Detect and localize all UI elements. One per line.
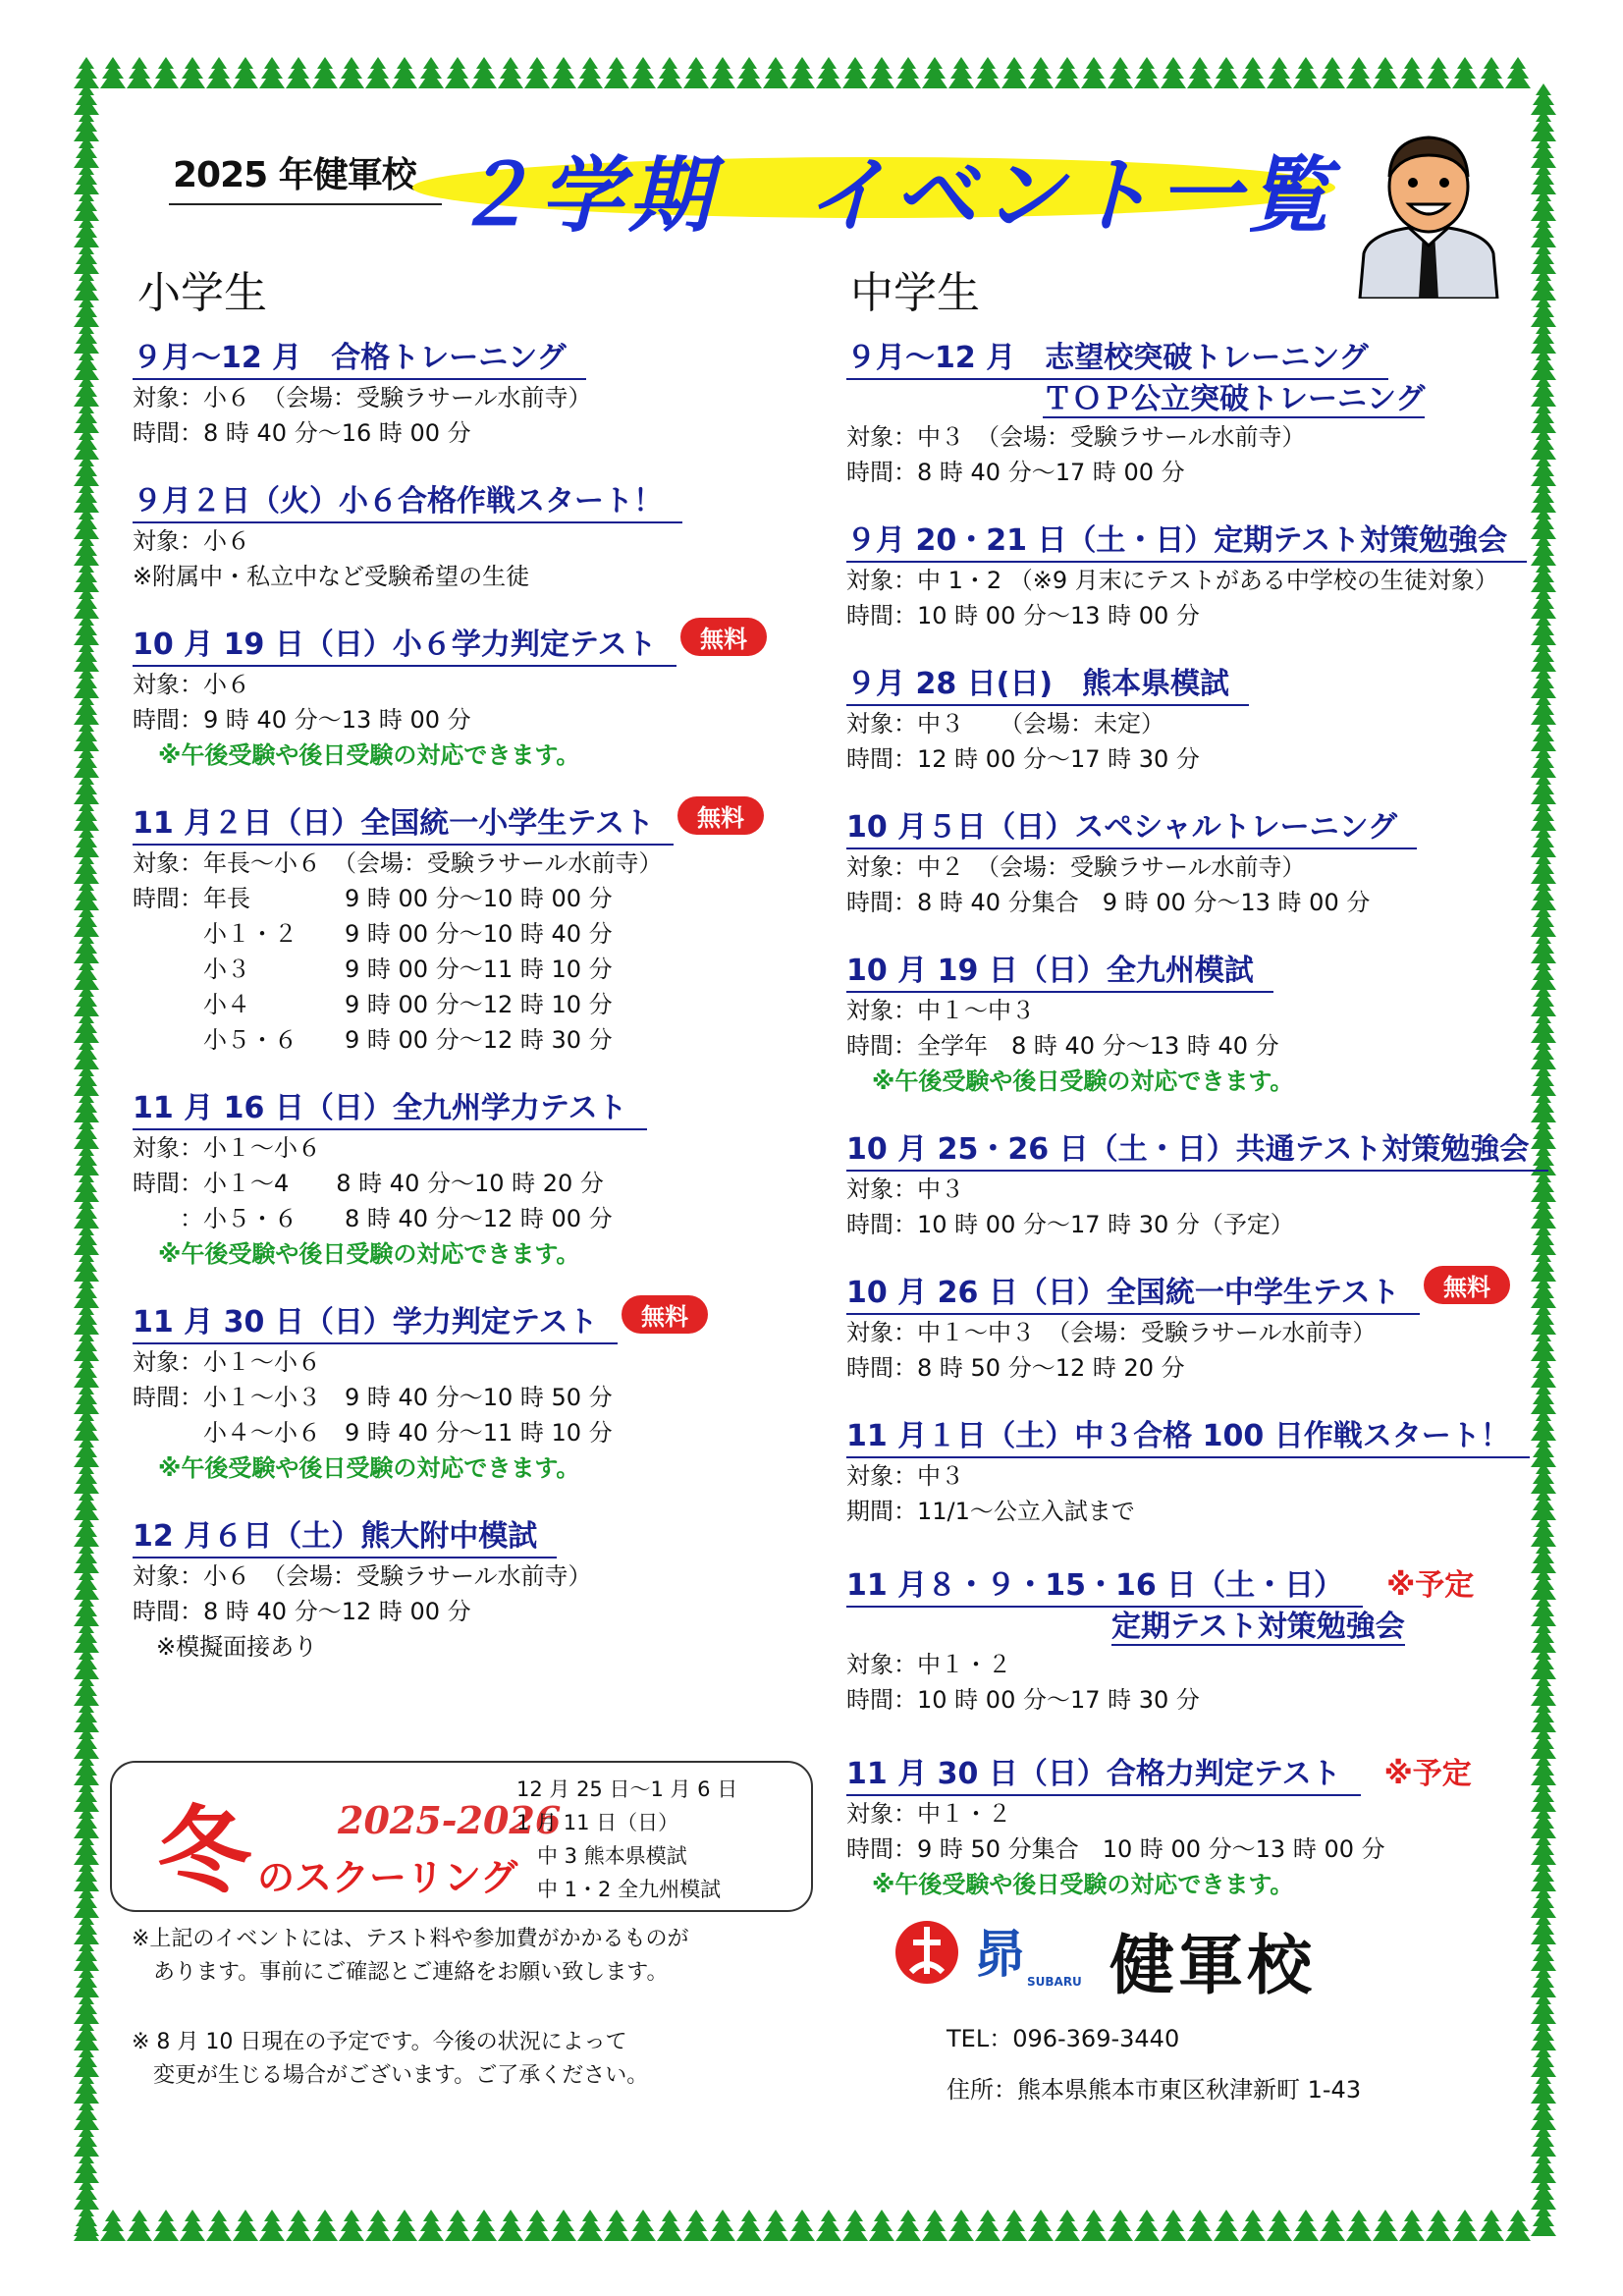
winter-subtitle: のスクーリング	[257, 1856, 518, 1899]
pine-tree-icon	[922, 2210, 947, 2241]
pine-tree-icon	[1081, 57, 1107, 88]
event-detail: 対象：中 1・2 （※9 月末にテストがある中学校の生徒対象）	[846, 567, 1498, 594]
pine-tree-icon	[524, 57, 550, 88]
event-detail: 対象：中３ （会場：受験ラサール水前寺）	[846, 423, 1306, 451]
free-badge: 無料	[622, 1295, 708, 1334]
pine-tree-icon	[1346, 57, 1372, 88]
event-detail: 対象：中１～中３	[846, 997, 1035, 1024]
footnote-fees: ※上記のイベントには、テスト料や参加費がかかるものが あります。事前にご確認とご連絡をお願い致します。	[132, 1927, 689, 1985]
event	[846, 1274, 1534, 1386]
pine-tree-icon	[710, 2210, 735, 2241]
event-detail: 期間：11/1～公立入試まで	[846, 1498, 1135, 1525]
event-title: ９月～12 月 合格トレーニング	[133, 339, 586, 380]
pine-tree-icon	[1081, 2210, 1107, 2241]
event-note: ※午後受験や後日受験の対応できます。	[158, 1454, 580, 1482]
pine-tree-icon	[498, 2210, 523, 2241]
pine-tree-icon	[471, 2210, 497, 2241]
pine-tree-icon	[657, 57, 682, 88]
winter-big-char: 冬	[157, 1796, 251, 1906]
pine-tree-icon	[127, 2210, 152, 2241]
pine-tree-icon	[842, 2210, 868, 2241]
event-title-continued	[846, 1608, 1534, 1647]
event-detail: 時間：8 時 40 分～17 時 00 分	[846, 459, 1185, 486]
brand-sub: SUBARU	[1027, 1975, 1082, 1989]
event-detail: 小５・６ 9 時 00 分～12 時 30 分	[133, 1026, 613, 1054]
pine-tree-icon	[1028, 57, 1054, 88]
pine-tree-icon	[1399, 57, 1425, 88]
pine-tree-icon	[948, 57, 974, 88]
event-detail: 時間：12 時 00 分～17 時 30 分	[846, 745, 1200, 773]
pine-tree-icon	[1399, 2210, 1425, 2241]
pine-tree-icon	[1055, 2210, 1080, 2241]
event-detail: 時間：8 時 50 分～12 時 20 分	[846, 1354, 1185, 1382]
pine-tree-icon	[710, 57, 735, 88]
pine-tree-icon	[1108, 57, 1133, 88]
pine-tree-icon	[683, 2210, 709, 2241]
event-detail: 時間：小１～小３ 9 時 40 分～10 時 50 分	[133, 1384, 613, 1411]
event-detail: 小１・２ 9 時 00 分～10 時 40 分	[133, 920, 613, 948]
pine-tree-icon	[816, 2210, 841, 2241]
event-detail: 対象：小６	[133, 671, 250, 698]
pine-tree-icon	[471, 57, 497, 88]
winter-year: 2025-2026	[338, 1798, 562, 1842]
pine-tree-icon	[127, 57, 152, 88]
event-detail: 対象：小６ （会場：受験ラサール水前寺）	[133, 384, 592, 411]
event-detail: 対象：中３ （会場：未定）	[846, 710, 1164, 738]
event-detail: 対象：中１～中３ （会場：受験ラサール水前寺）	[846, 1319, 1377, 1346]
pine-tree-icon	[736, 57, 762, 88]
pine-tree-icon	[683, 57, 709, 88]
event	[846, 1130, 1534, 1242]
pine-tree-icon	[789, 57, 815, 88]
pine-tree-icon	[365, 2210, 391, 2241]
pine-tree-icon	[1240, 57, 1266, 88]
pine-tree-icon	[869, 2210, 894, 2241]
pine-tree-icon	[418, 2210, 444, 2241]
pine-tree-icon	[1320, 2210, 1345, 2241]
pine-tree-icon	[153, 2210, 179, 2241]
pine-tree-icon	[1293, 57, 1319, 88]
pine-tree-icon	[1134, 57, 1160, 88]
pine-tree-icon	[1001, 57, 1027, 88]
event-detail: 時間：10 時 00 分～17 時 30 分（予定）	[846, 1211, 1294, 1238]
event-detail: 時間：8 時 40 分～12 時 00 分	[133, 1598, 471, 1625]
pine-tree-icon	[100, 57, 126, 88]
event-title: 11 月１日（土）中３合格 100 日作戦スタート！	[846, 1417, 1530, 1458]
pine-tree-icon	[1479, 2210, 1504, 2241]
event-detail: 時間：9 時 40 分～13 時 00 分	[133, 706, 471, 734]
event	[846, 1749, 1534, 1902]
subaru-logo-icon	[892, 1913, 1088, 1994]
event-detail: 小４ 9 時 00 分～12 時 10 分	[133, 991, 613, 1018]
school-name: 健軍校	[1109, 1928, 1316, 2003]
pine-tree-icon	[1187, 57, 1213, 88]
event-detail: 時間：年長 9 時 00 分～10 時 00 分	[133, 885, 613, 912]
pine-tree-icon	[1346, 2210, 1372, 2241]
event-title: ９月 20・21 日（土・日）定期テスト対策勉強会	[846, 521, 1527, 563]
elementary-heading: 小学生	[137, 268, 267, 318]
event	[133, 804, 820, 1058]
pine-tree-icon	[1505, 57, 1531, 88]
pine-tree-icon	[233, 57, 258, 88]
pine-tree-icon	[922, 57, 947, 88]
event-title: ９月～12 月 志望校突破トレーニング	[846, 339, 1388, 380]
event-detail: 小４～小６ 9 時 40 分～11 時 10 分	[133, 1419, 613, 1447]
pine-tree-icon	[657, 2210, 682, 2241]
pine-tree-icon	[577, 2210, 603, 2241]
pine-tree-icon	[365, 57, 391, 88]
event	[133, 482, 820, 594]
pine-tree-icon	[1267, 2210, 1292, 2241]
event-detail: 時間：小１～4 8 時 40 分～10 時 20 分	[133, 1170, 604, 1197]
pine-tree-icon	[498, 57, 523, 88]
event-title: 11 月 16 日（日）全九州学力テスト	[133, 1089, 647, 1130]
winter-schooling-box	[110, 1761, 813, 1912]
pine-tree-icon	[286, 2210, 311, 2241]
pine-tree-icon	[1028, 2210, 1054, 2241]
event-title: 10 月 19 日（日）全九州模試	[846, 952, 1273, 993]
pine-tree-icon	[392, 2210, 417, 2241]
pine-tree-icon	[975, 57, 1001, 88]
pine-tree-icon	[948, 2210, 974, 2241]
mascot-icon	[1350, 126, 1507, 299]
junior-high-events	[846, 339, 1534, 1934]
event-detail: 対象：小６	[133, 527, 250, 555]
event-detail: 時間：10 時 00 分～13 時 00 分	[846, 602, 1200, 629]
event	[133, 626, 820, 773]
pine-tree-icon	[736, 2210, 762, 2241]
pine-tree-icon	[180, 57, 205, 88]
event-detail: 時間：9 時 50 分集合 10 時 00 分～13 時 00 分	[846, 1835, 1385, 1863]
pine-tree-icon	[869, 57, 894, 88]
pine-tree-icon	[312, 57, 338, 88]
pine-tree-icon	[286, 57, 311, 88]
pine-tree-icon	[895, 57, 921, 88]
pine-tree-icon	[153, 57, 179, 88]
footnote-schedule: ※ 8 月 10 日現在の予定です。今後の状況によって 変更が生じる場合がございます。ご了承ください。	[132, 2030, 649, 2088]
event-note: ※午後受験や後日受験の対応できます。	[872, 1067, 1294, 1095]
contact-tel: TEL：096-369-3440	[947, 2025, 1180, 2052]
event-note: ※午後受験や後日受験の対応できます。	[158, 741, 580, 769]
event	[846, 1417, 1534, 1529]
pine-tree-icon	[206, 2210, 232, 2241]
event-note: ※午後受験や後日受験の対応できます。	[158, 1240, 580, 1268]
pine-tree-icon	[1187, 2210, 1213, 2241]
event-title-line2: ＴＯＰ公立突破トレーニング	[1043, 382, 1426, 416]
event-note: ※午後受験や後日受験の対応できます。	[872, 1871, 1294, 1898]
event	[133, 1303, 820, 1486]
pine-tree-icon	[1214, 2210, 1239, 2241]
pine-tree-icon	[1055, 57, 1080, 88]
event-detail: 時間：全学年 8 時 40 分～13 時 40 分	[846, 1032, 1279, 1060]
pine-tree-icon	[1373, 57, 1398, 88]
page-title: ２学期 イベント一覧	[452, 147, 1336, 244]
pine-tree-icon	[604, 57, 629, 88]
event-detail: 対象：中１・２	[846, 1800, 1011, 1828]
pine-tree-icon	[180, 2210, 205, 2241]
pine-tree-icon	[1267, 57, 1292, 88]
pine-tree-icon	[1161, 57, 1186, 88]
winter-info: 12 月 25 日～1 月 6 日 1 月 11 日（日） 中 3 熊本県模試 中 1・2 全九州模試	[516, 1777, 738, 1901]
brand-text: 昴	[974, 1926, 1026, 1985]
pine-tree-icon	[1161, 2210, 1186, 2241]
event	[846, 521, 1534, 633]
pine-tree-icon	[312, 2210, 338, 2241]
event-title: 11 月８・９・15・16 日（土・日）	[846, 1566, 1363, 1608]
event	[133, 1089, 820, 1272]
event-title: 11 月２日（日）全国統一小学生テスト	[133, 804, 674, 846]
event-title: ９月 28 日(日) 熊本県模試	[846, 665, 1249, 706]
event-detail: 時間：10 時 00 分～17 時 30 分	[846, 1686, 1200, 1714]
pine-tree-icon	[842, 57, 868, 88]
event-title: 10 月 25・26 日（土・日）共通テスト対策勉強会	[846, 1130, 1548, 1172]
pine-tree-icon	[1001, 2210, 1027, 2241]
pine-tree-icon	[763, 57, 788, 88]
event	[846, 1560, 1534, 1718]
pine-tree-icon	[1452, 57, 1478, 88]
pine-tree-icon	[577, 57, 603, 88]
pine-tree-icon	[895, 2210, 921, 2241]
free-badge: 無料	[680, 618, 767, 656]
free-badge: 無料	[1424, 1266, 1510, 1304]
junior-high-heading: 中学生	[850, 268, 980, 318]
event-detail: 対象：小１～小６	[133, 1134, 321, 1162]
pine-tree-icon	[259, 57, 285, 88]
pine-tree-icon	[339, 2210, 364, 2241]
event	[846, 952, 1534, 1099]
event-detail: 時間：8 時 40 分集合 9 時 00 分～13 時 00 分	[846, 889, 1371, 916]
pine-tree-icon	[1426, 2210, 1451, 2241]
pine-tree-icon	[1479, 57, 1504, 88]
event-title: 10 月５日（日）スペシャルトレーニング	[846, 808, 1417, 849]
event-detail: 対象：中３	[846, 1175, 964, 1203]
event-detail: 対象：中３	[846, 1462, 964, 1490]
event-detail: 対象：年長～小６ （会場：受験ラサール水前寺）	[133, 849, 663, 877]
event-detail: 小３ 9 時 00 分～11 時 10 分	[133, 956, 613, 983]
event-title: 11 月 30 日（日）学力判定テスト	[133, 1303, 618, 1344]
event-detail: ：小５・６ 8 時 40 分～12 時 00 分	[133, 1205, 613, 1232]
event-detail: 対象：小６ （会場：受験ラサール水前寺）	[133, 1562, 592, 1590]
pine-tree-icon	[1108, 2210, 1133, 2241]
elementary-events	[133, 339, 820, 1696]
event-title: 11 月 30 日（日）合格力判定テスト	[846, 1755, 1361, 1796]
pine-tree-icon	[445, 2210, 470, 2241]
event	[846, 339, 1534, 490]
pine-tree-icon	[1240, 2210, 1266, 2241]
pine-tree-icon	[445, 57, 470, 88]
pine-tree-icon	[1426, 57, 1451, 88]
pine-tree-icon	[604, 2210, 629, 2241]
event-detail: ※附属中・私立中など受験希望の生徒	[133, 563, 530, 590]
event-detail: 対象：小１～小６	[133, 1348, 321, 1376]
pine-tree-icon	[551, 2210, 576, 2241]
event-title: 10 月 26 日（日）全国統一中学生テスト	[846, 1274, 1420, 1315]
event	[846, 808, 1534, 920]
pine-tree-icon	[816, 57, 841, 88]
event-title: 10 月 19 日（日）小６学力判定テスト	[133, 626, 676, 667]
event	[133, 339, 820, 451]
pine-tree-icon	[630, 2210, 656, 2241]
pine-tree-icon	[975, 2210, 1001, 2241]
event-title: ９月２日（火）小６合格作戦スタート！	[133, 482, 682, 523]
pine-tree-icon	[551, 57, 576, 88]
tentative-mark: ※予定	[1386, 1568, 1475, 1603]
event-detail: 対象：中２ （会場：受験ラサール水前寺）	[846, 853, 1306, 881]
pine-tree-icon	[1452, 2210, 1478, 2241]
pine-tree-icon	[1134, 2210, 1160, 2241]
event	[133, 1517, 820, 1665]
pine-tree-icon	[763, 2210, 788, 2241]
pine-tree-icon	[789, 2210, 815, 2241]
event-detail: ※模擬面接あり	[133, 1633, 318, 1661]
pine-tree-icon	[630, 57, 656, 88]
tentative-mark: ※予定	[1383, 1757, 1472, 1791]
pine-tree-icon	[392, 57, 417, 88]
event-detail: 対象：中１・２	[846, 1651, 1011, 1678]
header-subtitle: 2025 年健軍校	[169, 147, 442, 205]
pine-tree-icon	[206, 57, 232, 88]
event-title: 12 月６日（土）熊大附中模試	[133, 1517, 557, 1558]
pine-tree-icon	[1320, 57, 1345, 88]
pine-tree-icon	[233, 2210, 258, 2241]
event-title-line2: 定期テスト対策勉強会	[1111, 1610, 1405, 1644]
pine-tree-icon	[1293, 2210, 1319, 2241]
pine-tree-icon	[1505, 2210, 1531, 2241]
event	[846, 665, 1534, 777]
event-title-continued	[846, 380, 1534, 419]
pine-tree-icon	[1214, 57, 1239, 88]
free-badge: 無料	[677, 796, 764, 835]
pine-tree-icon	[1373, 2210, 1398, 2241]
pine-tree-icon	[259, 2210, 285, 2241]
pine-tree-icon	[339, 57, 364, 88]
pine-tree-icon	[524, 2210, 550, 2241]
pine-tree-icon	[100, 2210, 126, 2241]
contact-address: 住所：熊本県熊本市東区秋津新町 1-43	[947, 2076, 1362, 2104]
pine-tree-icon	[418, 57, 444, 88]
event-detail: 時間：8 時 40 分～16 時 00 分	[133, 419, 471, 447]
